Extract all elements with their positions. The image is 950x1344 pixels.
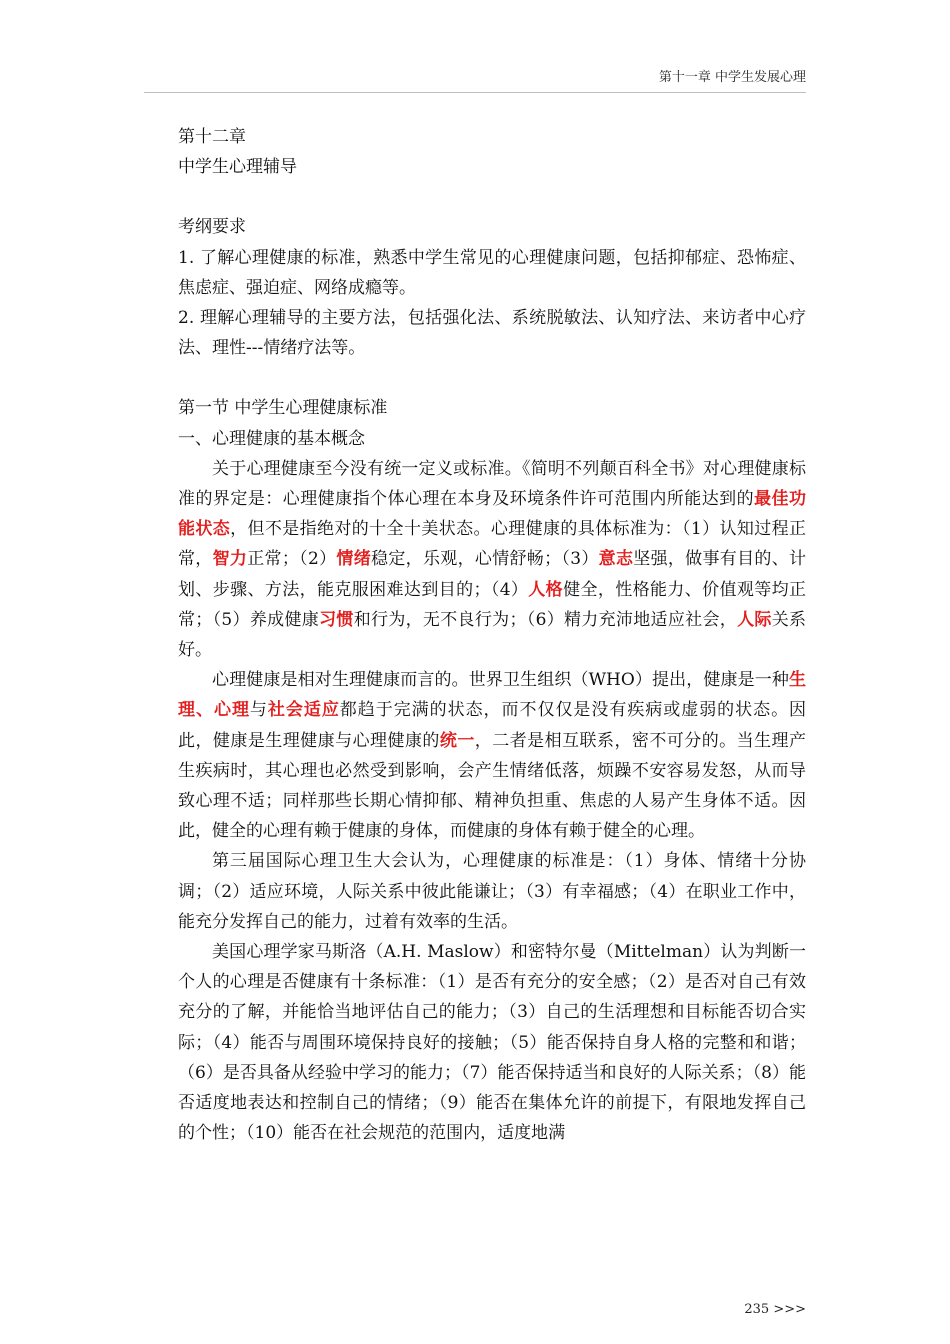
keyword-highlight: 心理 (213, 700, 250, 721)
page-content (178, 122, 806, 1149)
keyword-highlight: 习惯 (319, 609, 354, 630)
text: 与 (249, 700, 268, 721)
requirement-item-1: 1. 了解心理健康的标准，熟悉中学生常见的心理健康问题，包括抑郁症、恐怖症、焦虑症、强迫症、网络成瘾等。 (178, 247, 806, 298)
text: 坚强，做事有目的、计划、步骤、方法，能克服困难达到目的；（4） (178, 549, 807, 600)
text: 都趋于完满的状态，而不仅仅是没有疾病或虚弱的状态。因此，健康是生理健康与心理健康的 (178, 700, 807, 751)
paragraph-3: 第三届国际心理卫生大会认为，心理健康的标准是：（1）身体、情绪十分协调；（2）适应环境，人际关系中彼此能谦让；（3）有幸福感；（4）在职业工作中，能充分发挥自己的能力，过着有效率的生活。 (178, 851, 806, 932)
keyword-highlight: 统一 (439, 730, 475, 751)
page-number: 235 >>> (744, 1302, 806, 1317)
text: ，但不是指绝对的十全十美状态。心理健康的具体标准为：（1）认知过程正常， (178, 519, 806, 570)
running-header: 第十一章 中学生发展心理 (658, 70, 806, 85)
text: 正常；（2） (247, 549, 337, 570)
text: ，二者是相互联系，密不可分的。当生理产生疾病时，其心理也必然受到影响，会产生情绪低落，烦躁不安容易发怒，从而导致心理不适；同样那些长期心情抑郁、精神负担重、焦虑的人易产生身体不适。因此，健全的心理有赖于健康的身体，而健康的身体有赖于健全的心理。 (178, 730, 807, 842)
text: 关系好。 (178, 609, 807, 661)
spacer (178, 182, 806, 212)
paragraph-1 (178, 454, 806, 665)
keyword-highlight: 社会适应 (267, 700, 340, 721)
keyword-highlight: 情绪 (336, 549, 372, 570)
section-subtitle: 一、心理健康的基本概念 (178, 428, 365, 449)
keyword-highlight: 、 (195, 700, 214, 721)
chapter-title: 中学生心理辅导 (178, 157, 297, 178)
header-rule (144, 92, 806, 93)
text: 稳定，乐观，心情舒畅；（3） (371, 549, 599, 570)
keyword-highlight: 智力 (212, 549, 248, 570)
keyword-highlight: 最佳功能状态 (178, 489, 807, 540)
chapter-number: 第十二章 (178, 127, 246, 147)
keyword-highlight: 生理 (178, 670, 806, 721)
paragraph-4: 美国心理学家马斯洛（A.H. Maslow）和密特尔曼（Mittelman）认为判断一个人的心理是否健康有十条标准：（1）是否有充分的安全感；（2）是否对自己有效充分的了解，并能恰当地评估自己的能力；（3）自己的生活理想和目标能否切合实际；（4）能否与周围环境保持良好的接触；（5）能否保持自身人格的完整和和谐；（6）是否具备从经验中学习的能力；（7）能否保持适当和良好的人际关系；（8）能否适度地表达和控制自己的情绪；（9）能否在集体允许的前提下，有限地发挥自己的个性；（10）能否在社会规范的范围内，适度地满 (178, 942, 806, 1144)
paragraph-2 (178, 665, 806, 846)
text: 和行为，无不良行为；（6）精力充沛地适应社会， (353, 609, 738, 630)
spacer (178, 363, 806, 393)
keyword-highlight: 人格 (528, 579, 564, 600)
requirements-heading: 考纲要求 (178, 217, 246, 238)
text: 心理健康是相对生理健康而言的。世界卫生组织（WHO）提出，健康是一种 (212, 670, 789, 691)
section-title: 第一节 中学生心理健康标准 (178, 398, 388, 419)
text: 健全，性格能力、价值观等均正常；（5）养成健康 (178, 579, 806, 630)
requirement-item-2: 2. 理解心理辅导的主要方法，包括强化法、系统脱敏法、认知疗法、来访者中心疗法、理性---情绪疗法等。 (178, 308, 806, 359)
keyword-highlight: 人际 (737, 609, 772, 630)
text: 关于心理健康至今没有统一定义或标准。《简明不列颠百科全书》对心理健康标准的界定是：心理健康指个体心理在本身及环境条件许可范围内所能达到的 (178, 458, 806, 510)
keyword-highlight: 意志 (598, 549, 634, 570)
